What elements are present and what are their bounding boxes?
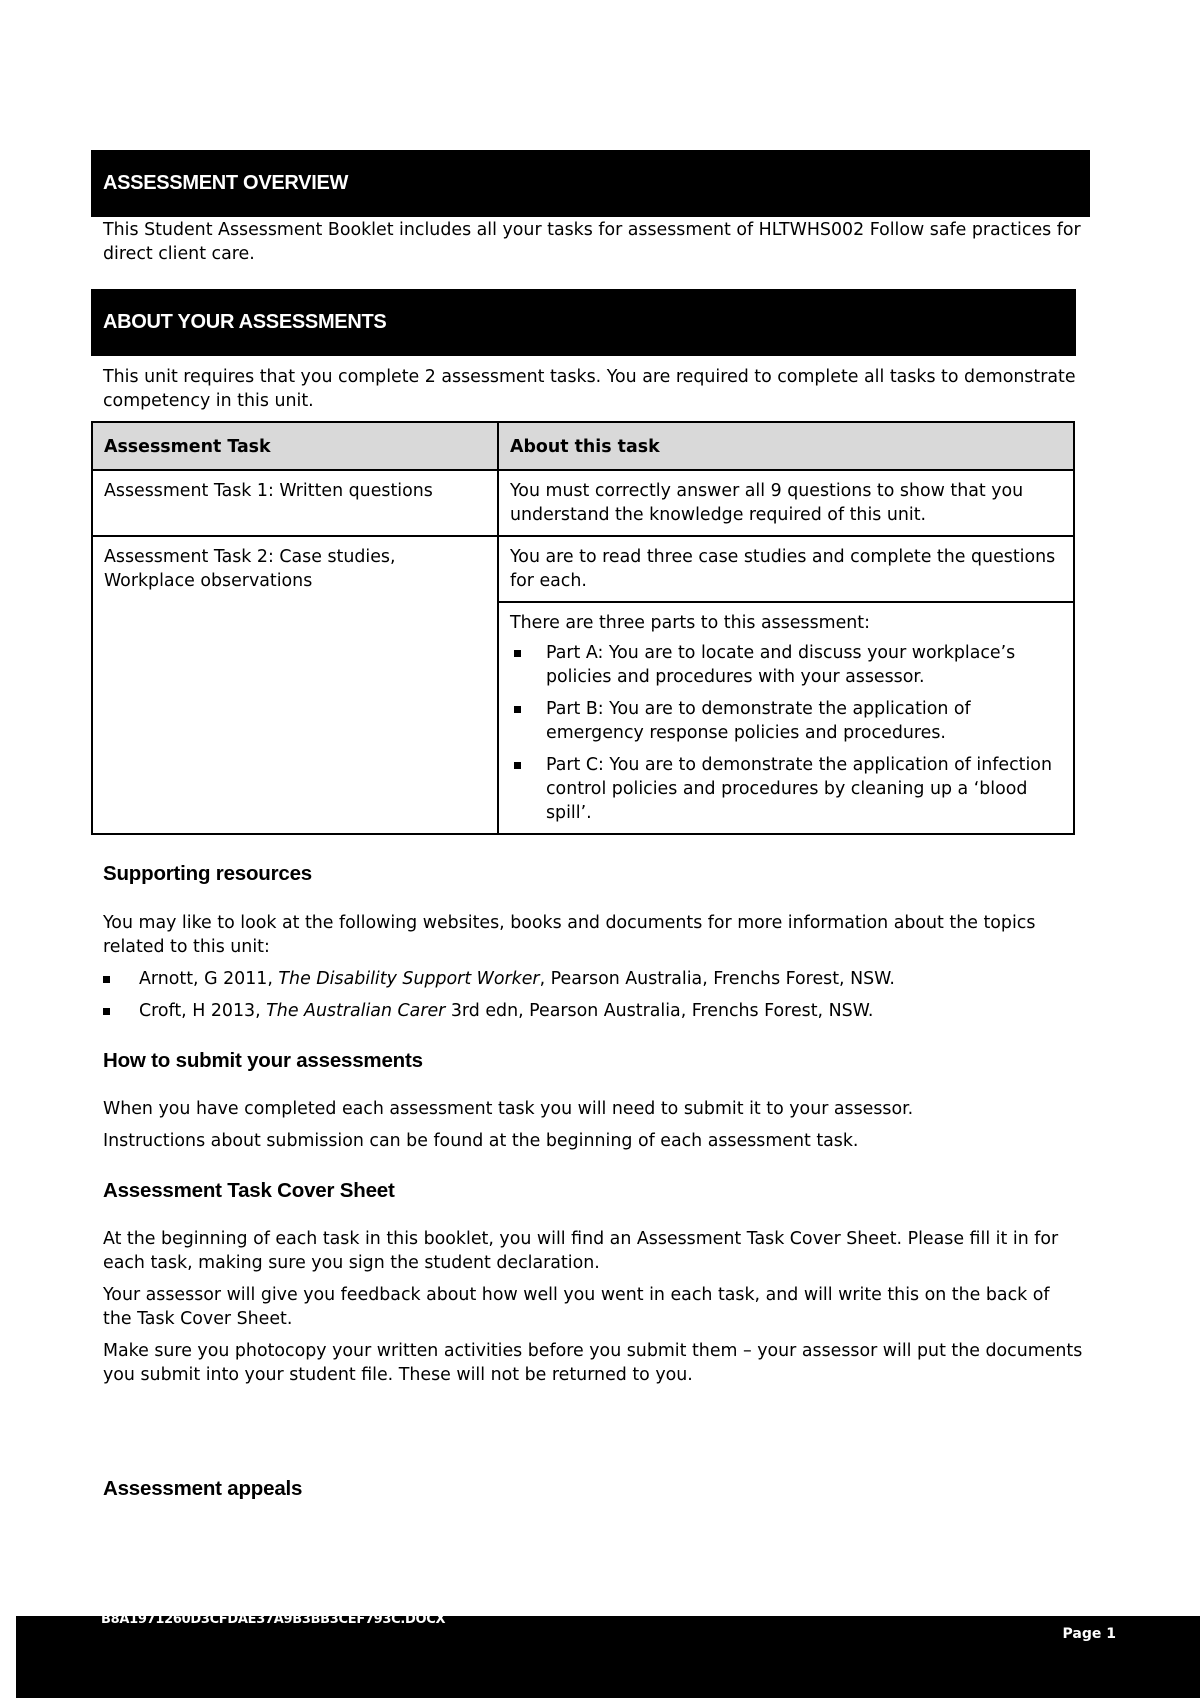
list-item: Part C: You are to demonstrate the application of infection control policies and procedures by cleaning up a ‘blood spill’. [510,753,1063,825]
about-text: This unit requires that you complete 2 assessment tasks. You are required to complete all tasks to demonstrate competency in this unit. [103,367,1076,411]
parts-list [510,641,1063,825]
resources-intro: You may like to look at the following websites, books and documents for more information about the topics related to this unit: [103,913,1036,957]
submit-heading: How to submit your assessments [103,1049,423,1072]
list-item: Part A: You are to locate and discuss your workplace’s policies and procedures with your assessor. [510,641,1063,689]
supporting-resources-heading: Supporting resources [103,862,313,885]
about-assessments-banner [91,289,1076,356]
ref-title: The Australian Carer [266,1001,446,1021]
list-item [103,999,1083,1023]
parts-intro: There are three parts to this assessment: [510,613,870,633]
table-header-cell: About this task [498,422,1074,470]
table-row [92,536,1074,602]
list-item: Part B: You are to demonstrate the application of emergency response policies and procedures. [510,697,1063,745]
overview-text: This Student Assessment Booklet includes all your tasks for assessment of HLTWHS002 Follow safe practices for direct client care. [103,220,1081,264]
cover-text-1: At the beginning of each task in this booklet, you will find an Assessment Task Cover Sheet. Please fill it in for each task, making sure you sign the student declaration. [103,1229,1059,1273]
cover-sheet-heading: Assessment Task Cover Sheet [103,1179,395,1202]
ref-details: 3rd edn, Pearson Australia, Frenchs Forest, NSW. [445,1001,874,1021]
assessment-overview-banner [91,150,1090,217]
ref-title: The Disability Support Worker [278,969,540,989]
table-header-row [92,422,1074,470]
ref-details: , Pearson Australia, Frenchs Forest, NSW. [539,969,895,989]
task-about-cell: You are to read three case studies and complete the questions for each. [498,536,1074,602]
task-name-cell: Assessment Task 1: Written questions [92,470,498,536]
document-code: B8A1971260D3CFDAE37A9B3BB3CEF793C.DOCX [101,1612,446,1627]
table-header-cell: Assessment Task [92,422,498,470]
section-title: ASSESSMENT OVERVIEW [103,172,349,194]
page-footer [16,1612,1200,1698]
page-number: Page 1 [1062,1626,1116,1642]
cover-text-3: Make sure you photocopy your written activities before you submit them – your assessor will put the documents you submit into your student file. These will not be returned to you. [103,1341,1083,1385]
ref-author: Croft, H 2013, [139,1001,267,1021]
reference-list [103,967,1083,1031]
table-row [92,470,1074,536]
assessment-tasks-table [91,421,1075,835]
task-parts-cell [498,602,1074,834]
cover-text-2: Your assessor will give you feedback about how well you went in each task, and will write this on the back of the Task Cover Sheet. [103,1285,1050,1329]
submit-text-1: When you have completed each assessment task you will need to submit it to your assessor. [103,1099,914,1119]
section-title: ABOUT YOUR ASSESSMENTS [103,311,387,333]
task-name-cell: Assessment Task 2: Case studies, Workplace observations [92,536,498,834]
task-about-cell: You must correctly answer all 9 questions to show that you understand the knowledge required of this unit. [498,470,1074,536]
ref-author: Arnott, G 2011, [139,969,279,989]
appeals-heading: Assessment appeals [103,1477,303,1500]
list-item [103,967,1083,991]
submit-text-2: Instructions about submission can be found at the beginning of each assessment task. [103,1131,859,1151]
